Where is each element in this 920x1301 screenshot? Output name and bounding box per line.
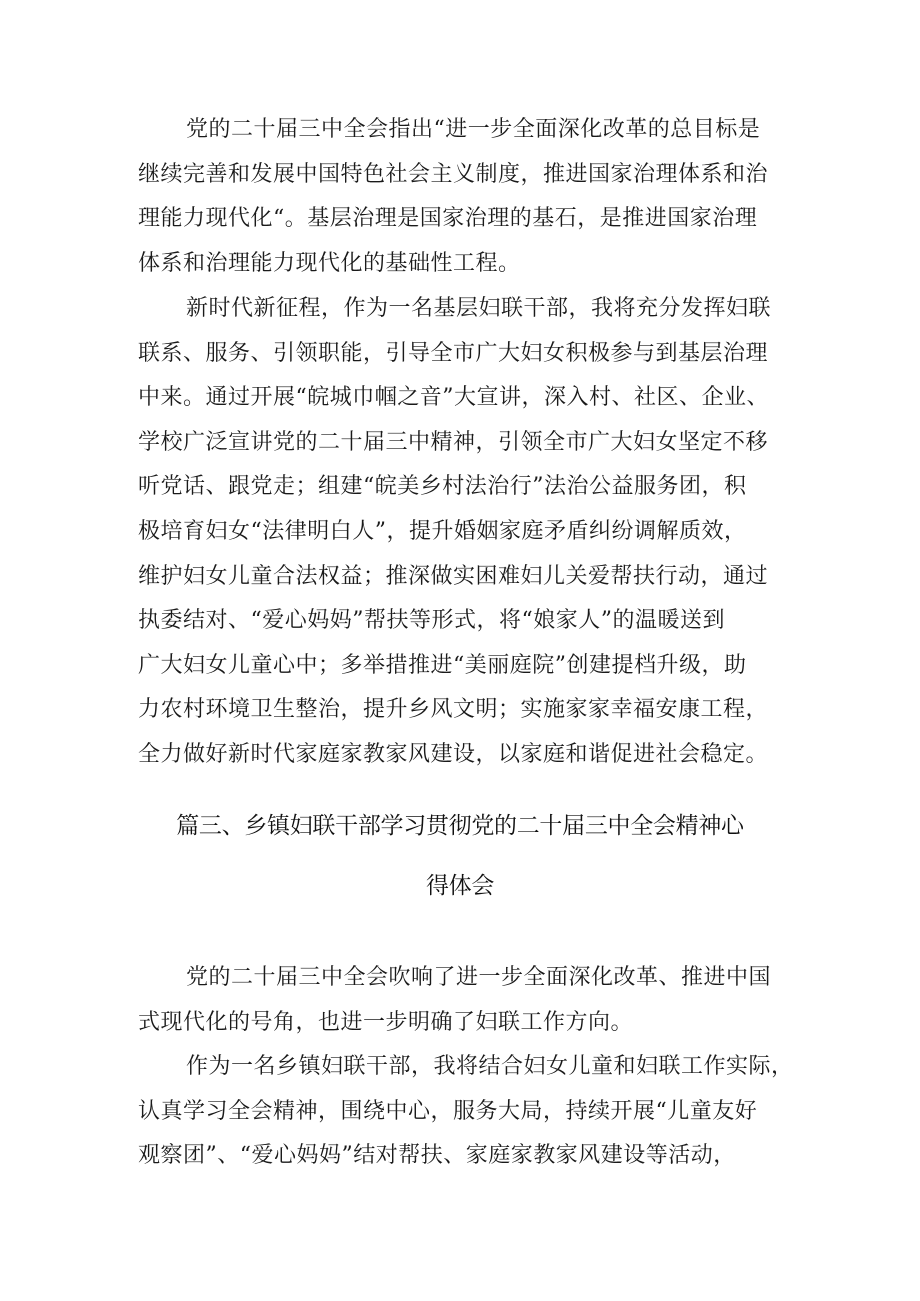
paragraph-line: 认真学习全会精神，围绕中心，服务大局，持续开展“儿童友好: [138, 1098, 758, 1124]
paragraph-line: 新时代新征程，作为一名基层妇联干部，我将充分发挥妇联: [186, 296, 772, 321]
paragraph-line: 学校广泛宣讲党的二十届三中精神，引领全市广大妇女坚定不移: [138, 429, 769, 455]
paragraph-line: 维护妇女儿童合法权益；推深做实困难妇儿关爱帮扶行动，通过: [138, 563, 769, 589]
paragraph-line: 作为一名乡镇妇联干部，我将结合妇女儿童和妇联工作实际，: [186, 1054, 794, 1079]
paragraph-line: 联系、服务、引领职能，引导全市广大妇女积极参与到基层治理: [138, 340, 769, 366]
paragraph-line: 力农村环境卫生整治，提升乡风文明；实施家家幸福安康工程，: [138, 697, 769, 723]
paragraph-line: 中来。通过开展“皖城巾帼之音”大宣讲，深入村、社区、企业、: [138, 385, 769, 411]
paragraph-line: 理能力现代化“。基层治理是国家治理的基石，是推进国家治理: [138, 206, 758, 232]
paragraph-line: 党的二十届三中全会指出“进一步全面深化改革的总目标是: [186, 117, 761, 142]
paragraph-2: [138, 287, 798, 778]
paragraph-line: 执委结对、“爱心妈妈”帮扶等形式，将“娘家人”的温暖送到: [138, 608, 725, 634]
paragraph-4: [138, 1045, 798, 1179]
paragraph-line: 广大妇女儿童心中；多举措推进“美丽庭院”创建提档升级，助: [138, 652, 747, 678]
section-heading-line-2: 得体会: [425, 873, 495, 899]
paragraph-line: 极培育妇女“法律明白人”，提升婚姻家庭矛盾纠纷调解质效，: [138, 518, 747, 544]
paragraph-1: [138, 108, 798, 286]
paragraph-line: 党的二十届三中全会吹响了进一步全面深化改革、推进中国: [186, 965, 772, 990]
paragraph-line: 观察团”、“爱心妈妈”结对帮扶、家庭家教家风建设等活动，: [138, 1143, 736, 1169]
paragraph-line: 式现代化的号角，也进一步明确了妇联工作方向。: [138, 1009, 634, 1035]
paragraph-3: [138, 956, 798, 1045]
paragraph-line: 体系和治理能力现代化的基础性工程。: [138, 250, 521, 276]
paragraph-line: 全力做好新时代家庭家教家风建设，以家庭和谐促进社会稳定。: [138, 741, 769, 767]
section-heading-line-1: 篇三、乡镇妇联干部学习贯彻党的二十届三中全会精神心: [176, 813, 744, 839]
paragraph-line: 继续完善和发展中国特色社会主义制度，推进国家治理体系和治: [138, 161, 769, 187]
paragraph-line: 听党话、跟党走；组建“皖美乡村法治行”法治公益服务团，积: [138, 474, 747, 500]
